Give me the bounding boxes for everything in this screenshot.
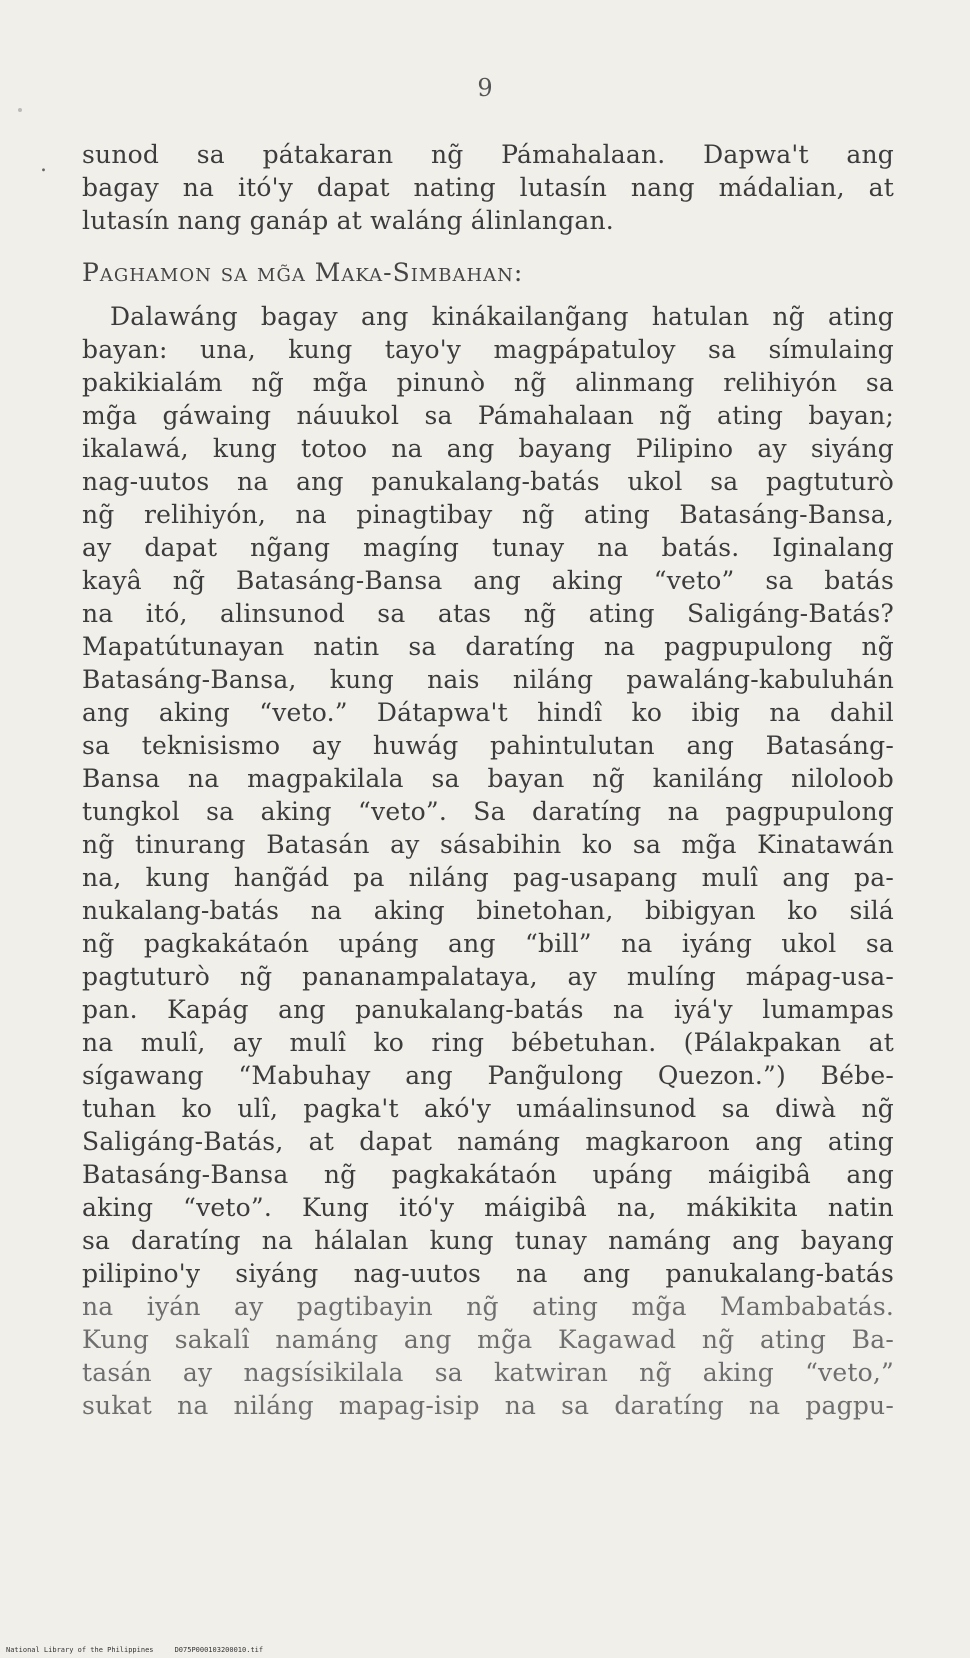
text-line: tungkol sa aking “veto”. Sa daratíng na pagpupulong <box>82 797 894 826</box>
text-line: na itó, alinsunod sa atas ng̃ ating Saligáng-Batás? <box>82 599 894 628</box>
text-line: nag-uutos na ang panukalang-batás ukol sa pagtuturò <box>82 467 894 496</box>
text-line: Dalawáng bagay ang kinákailang̃ang hatulan ng̃ ating <box>110 302 894 331</box>
text-line: nukalang-batás na aking binetohan, bibigyan ko silá <box>82 896 894 925</box>
bullet-mark: . <box>40 152 47 177</box>
file-id: D075P000103200010.tif <box>174 1646 264 1654</box>
text-line: tasán ay nagsísikilala sa katwiran ng̃ aking “veto,” <box>82 1358 894 1387</box>
stray-mark <box>18 108 22 112</box>
text-line: aking “veto”. Kung itó'y máigibâ na, mákikita natin <box>82 1193 894 1222</box>
text-line: Mapatútunayan natin sa daratíng na pagpupulong ng̃ <box>82 632 894 661</box>
text-line: sukat na niláng mapag-isip na sa daratíng na pagpu- <box>82 1391 894 1420</box>
text-line: sígawang “Mabuhay ang Pang̃ulong Quezon.”) Bébe- <box>82 1061 894 1090</box>
text-line: Batasáng-Bansa, kung nais niláng pawaláng-kabuluhán <box>82 665 894 694</box>
library-name: National Library of the Philippines <box>6 1646 154 1654</box>
opening-paragraph <box>82 138 894 237</box>
page-number: 9 <box>477 74 493 102</box>
text-line: na mulî, ay mulî ko ring bébetuhan. (Pálakpakan at <box>82 1028 894 1057</box>
text-line: Saligáng-Batás, at dapat namáng magkaroon ang ating <box>82 1127 894 1156</box>
scan-footer <box>6 1646 263 1654</box>
text-line: na iyán ay pagtibayin ng̃ ating mg̃a Mambabatás. <box>82 1292 894 1321</box>
text-line: Batasáng-Bansa ng̃ pagkakátaón upáng máigibâ ang <box>82 1160 894 1189</box>
text-line: tuhan ko ulî, pagka't akó'y umáalinsunod sa diwà ng̃ <box>82 1094 894 1123</box>
text-line: ng̃ relihiyón, na pinagtibay ng̃ ating Batasáng-Bansa, <box>82 500 894 529</box>
text-line: ikalawá, kung totoo na ang bayang Pilipino ay siyáng <box>82 434 894 463</box>
text-line: bayan: una, kung tayo'y magpápatuloy sa símulaing <box>82 335 894 364</box>
text-line: sa daratíng na hálalan kung tunay namáng ang bayang <box>82 1226 894 1255</box>
text-line: Bansa na magpakilala sa bayan ng̃ kaniláng niloloob <box>82 764 894 793</box>
text-line: lutasín nang ganáp at waláng álinlangan. <box>82 206 614 235</box>
text-line: bagay na itó'y dapat nating lutasín nang mádalian, at <box>82 173 894 202</box>
text-line: ang aking “veto.” Dátapwa't hindî ko ibig na dahil <box>82 698 894 727</box>
text-line: ng̃ tinurang Batasán ay sásabihin ko sa mg̃a Kinatawán <box>82 830 894 859</box>
text-line: mg̃a gáwaing náuukol sa Pámahalaan ng̃ ating bayan; <box>82 401 894 430</box>
section-heading: Paghamon sa mg̃a Maka-Simbahan: <box>82 258 524 287</box>
text-line: sa teknisismo ay huwág pahintulutan ang Batasáng- <box>82 731 894 760</box>
text-line: na, kung hang̃ád pa niláng pag-usapang mulî ang pa- <box>82 863 894 892</box>
body-paragraph <box>82 300 894 1422</box>
text-line: pan. Kapág ang panukalang-batás na iyá'y lumampas <box>82 995 894 1024</box>
text-line: pakikialám ng̃ mg̃a pinunò ng̃ alinmang relihiyón sa <box>82 368 894 397</box>
text-line: ng̃ pagkakátaón upáng ang “bill” na iyáng ukol sa <box>82 929 894 958</box>
text-line: ay dapat ng̃ang magíng tunay na batás. Iginalang <box>82 533 894 562</box>
text-line: sunod sa pátakaran ng̃ Pámahalaan. Dapwa't ang <box>82 140 894 169</box>
text-line: Kung sakalî namáng ang mg̃a Kagawad ng̃ ating Ba- <box>82 1325 894 1354</box>
text-line: kayâ ng̃ Batasáng-Bansa ang aking “veto” sa batás <box>82 566 894 595</box>
text-line: pagtuturò ng̃ pananampalataya, ay mulíng mápag-usa- <box>82 962 894 991</box>
text-line: pilipino'y siyáng nag-uutos na ang panukalang-batás <box>82 1259 894 1288</box>
